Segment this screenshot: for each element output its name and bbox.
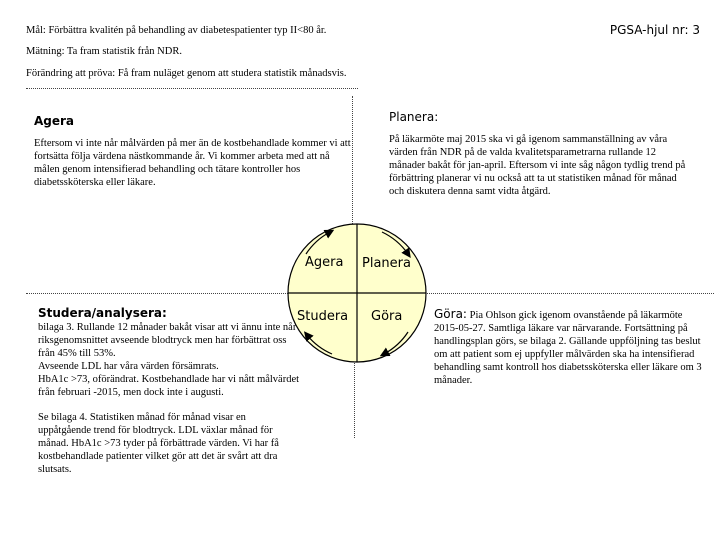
- planera-title: Planera:: [389, 110, 439, 124]
- middle-divider-right: [424, 293, 714, 294]
- wheel-label-studera: Studera: [297, 309, 349, 324]
- studera-para-3: HbA1c >73, oförändrat. Kostbehandlade har vi nått målvärdet från februari -2015, men dock inte i augusti.: [38, 374, 300, 398]
- studera-para-1: bilaga 3. Rullande 12 månader bakåt visar att vi ännu inte når riksgenomsnittet avseende blodtryck men har förbättrat oss från 45% till 53%.: [38, 322, 297, 359]
- middle-divider-left: [26, 293, 290, 294]
- gora-text: Pia Ohlson gick igenom ovanstående på läkarmöte 2015-05-27. Samtliga läkare var närvarande. Fortsättning på handlingsplan görs, se bilaga 2. Gällande uppföljning tas beslut om att patient som ej uppfyller målvärden ska ha intensifierad behandling samt kontroll hos diabetssköterska eller läkare om 3 månader.: [434, 310, 702, 386]
- studera-body: [38, 321, 300, 476]
- wheel-number: PGSA-hjul nr: 3: [609, 23, 700, 37]
- gora-title: Göra:: [434, 307, 467, 321]
- header-divider: [26, 88, 358, 89]
- pdsa-wheel: [284, 218, 434, 368]
- agera-text: Eftersom vi inte når målvärden på mer än de kostbehandlade kommer vi att fortsätta följa värdena nästkommande år. Vi kommer arbeta med att nå målen genom intensifierad behandling och tätare kontroller hos diabetssköterska eller läkare.: [34, 138, 351, 188]
- measurement-text: Mätning: Ta fram statistik från NDR.: [26, 46, 182, 57]
- studera-para-4: Se bilaga 4. Statistiken månad för månad visar en uppåtgående trend för blodtryck. LDL växlar månad för månad. HbA1c >73 tyder på förbättrade värden. Vi har få kostbehandlade patienter vilket gör att det är svårt att dra slutsats.: [38, 412, 279, 475]
- planera-text: På läkarmöte maj 2015 ska vi gå igenom sammanställning av våra värden från NDR på de valda kvalitetsparametrarna rullande 12 månader bakåt för jan-april. Eftersom vi inte såg någon tydlig trend på förbättring planerar vi nu också att ta ut statistiken månad för månad och diskutera denna samt vidta åtgärd.: [389, 134, 686, 197]
- lower-vertical-divider: [354, 358, 355, 438]
- gora-block: [434, 308, 702, 387]
- agera-title: Agera: [34, 114, 75, 128]
- wheel-label-planera: Planera: [362, 256, 411, 271]
- change-text: Förändring att pröva: Få fram nuläget genom att studera statistik månadsvis.: [26, 68, 347, 79]
- wheel-label-agera: Agera: [305, 255, 344, 270]
- wheel-label-gora: Göra: [371, 309, 403, 324]
- studera-title: Studera/analysera:: [38, 306, 167, 320]
- studera-para-2: Avseende LDL har våra värden försämrats.: [38, 361, 219, 372]
- upper-vertical-divider: [352, 96, 353, 230]
- goal-text: Mål: Förbättra kvalitén på behandling av diabetespatienter typ II<80 år.: [26, 25, 327, 36]
